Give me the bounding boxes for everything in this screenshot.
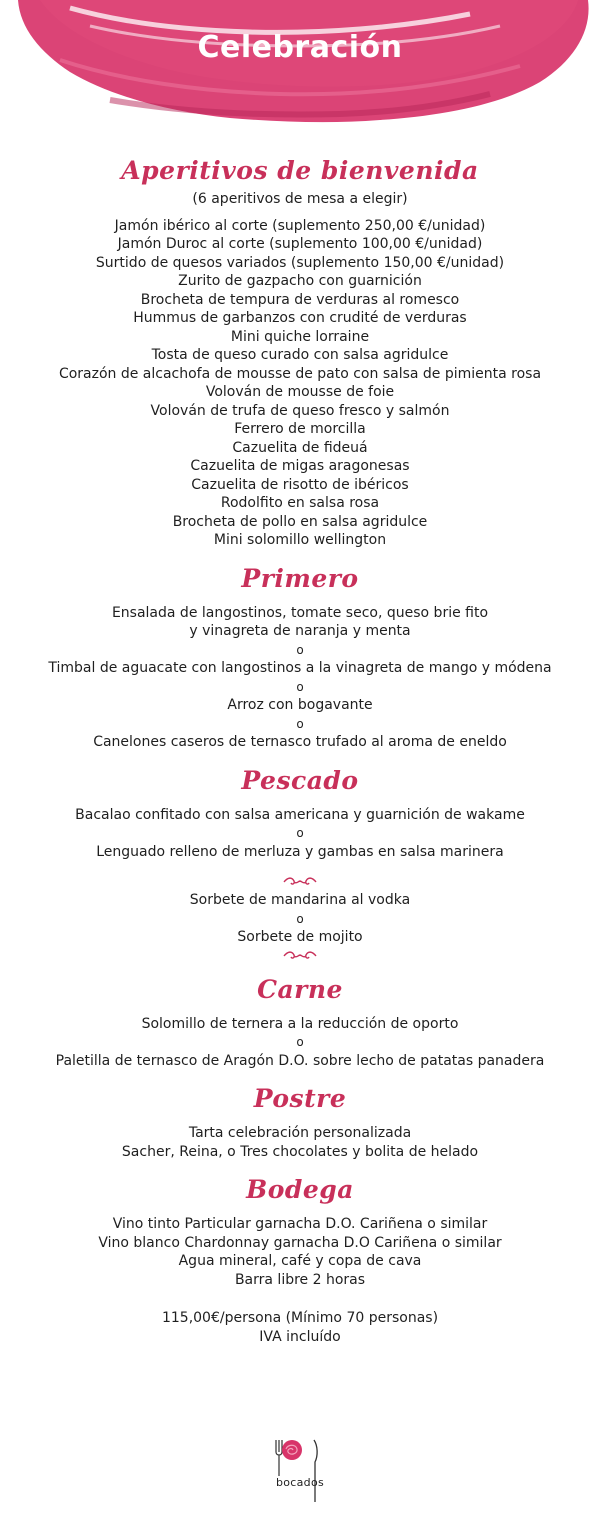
bocados-logo xyxy=(268,1436,332,1506)
list-item: Bacalao confitado con salsa americana y guarnición de wakame xyxy=(75,806,525,823)
list-item: Timbal de aguacate con langostinos a la vinagreta de mango y módena xyxy=(48,660,552,676)
list-item: Cazuelita de risotto de ibéricos xyxy=(191,476,409,493)
section-title-aperitivos: Aperitivos de bienvenida xyxy=(121,156,479,185)
list-item: Hummus de garbanzos con crudité de verduras xyxy=(133,310,467,326)
list-item: Rodolfito en salsa rosa xyxy=(220,495,380,511)
list-item: Zurito de gazpacho con guarnición xyxy=(178,273,422,289)
sorbete-list xyxy=(0,891,600,947)
brush-stroke-background xyxy=(0,0,600,140)
list-item: Tarta celebración personalizada xyxy=(188,1125,412,1141)
list-item: Ensalada de langostinos, tomate seco, queso brie fito xyxy=(111,604,489,621)
rose-cutlery-icon xyxy=(268,1436,332,1506)
list-item: Corazón de alcachofa de mousse de pato con salsa de pimienta rosa xyxy=(58,365,542,382)
carne-list xyxy=(0,1015,600,1071)
or-separator: o xyxy=(296,1035,304,1049)
list-item: Surtido de quesos variados (suplemento 150,00 €/unidad) xyxy=(95,254,505,271)
list-item: Canelones caseros de ternasco trufado al aroma de eneldo xyxy=(93,734,507,750)
list-item: Lenguado relleno de merluza y gambas en salsa marinera xyxy=(96,843,504,860)
list-item: Vino tinto Particular garnacha D.O. Cariñena o similar xyxy=(112,1216,488,1232)
or-separator: o xyxy=(296,679,304,694)
list-item: Arroz con bogavante xyxy=(227,697,373,713)
flourish-ornament-icon xyxy=(0,947,600,965)
list-item: Cazuelita de fideuá xyxy=(232,439,368,456)
logo-text: bocados xyxy=(275,1476,325,1489)
price-block xyxy=(0,1309,600,1346)
tax-note: IVA incluído xyxy=(259,1328,341,1345)
list-item: Vino blanco Chardonnay garnacha D.O Cariñena o similar xyxy=(98,1234,502,1251)
or-separator: o xyxy=(296,716,304,731)
list-item: Jamón Duroc al corte (suplemento 100,00 €/unidad) xyxy=(117,236,483,252)
list-item: Sorbete de mandarina al vodka xyxy=(189,892,411,908)
or-separator: o xyxy=(296,911,304,926)
postre-list xyxy=(0,1124,600,1161)
aperitivos-list xyxy=(0,217,600,550)
page-title: Celebración xyxy=(197,30,403,65)
list-item: Ferrero de morcilla xyxy=(234,421,366,437)
list-item: Sacher, Reina, o Tres chocolates y bolita de helado xyxy=(121,1143,479,1160)
list-item: Mini quiche lorraine xyxy=(230,328,370,345)
pescado-list xyxy=(0,806,600,862)
list-item: Jamón ibérico al corte (suplemento 250,00 €/unidad) xyxy=(114,217,486,234)
flourish-ornament-icon xyxy=(0,873,600,891)
or-separator: o xyxy=(296,826,304,840)
section-title-bodega: Bodega xyxy=(246,1175,354,1204)
list-item: Brocheta de pollo en salsa agridulce xyxy=(172,513,428,530)
list-item: Brocheta de tempura de verduras al romesco xyxy=(140,291,460,308)
list-item: Solomillo de ternera a la reducción de oporto xyxy=(141,1015,459,1032)
price-line: 115,00€/persona (Mínimo 70 personas) xyxy=(161,1310,439,1326)
list-item: Sorbete de mojito xyxy=(237,929,363,945)
section-title-carne: Carne xyxy=(257,974,343,1004)
section-title-postre: Postre xyxy=(253,1084,347,1113)
list-item: Mini solomillo wellington xyxy=(213,532,387,548)
list-item: Tosta de queso curado con salsa agridulce xyxy=(151,347,449,363)
menu-content xyxy=(0,150,600,1346)
header-banner xyxy=(0,0,600,140)
primero-list xyxy=(0,604,600,752)
list-item: Paletilla de ternasco de Aragón D.O. sobre lecho de patatas panadera xyxy=(55,1052,545,1069)
list-item: Volován de trufa de queso fresco y salmón xyxy=(150,402,450,419)
list-item: Volován de mousse de foie xyxy=(205,384,395,400)
list-item: Barra libre 2 horas xyxy=(234,1271,366,1288)
section-title-primero: Primero xyxy=(241,563,359,593)
section-title-pescado: Pescado xyxy=(241,765,359,795)
list-item: Agua mineral, café y copa de cava xyxy=(178,1253,422,1269)
or-separator: o xyxy=(296,642,304,657)
list-item: Cazuelita de migas aragonesas xyxy=(190,458,410,474)
list-item: y vinagreta de naranja y menta xyxy=(189,623,411,639)
aperitivos-subtitle: (6 aperitivos de mesa a elegir) xyxy=(192,191,408,207)
bodega-list xyxy=(0,1215,600,1289)
